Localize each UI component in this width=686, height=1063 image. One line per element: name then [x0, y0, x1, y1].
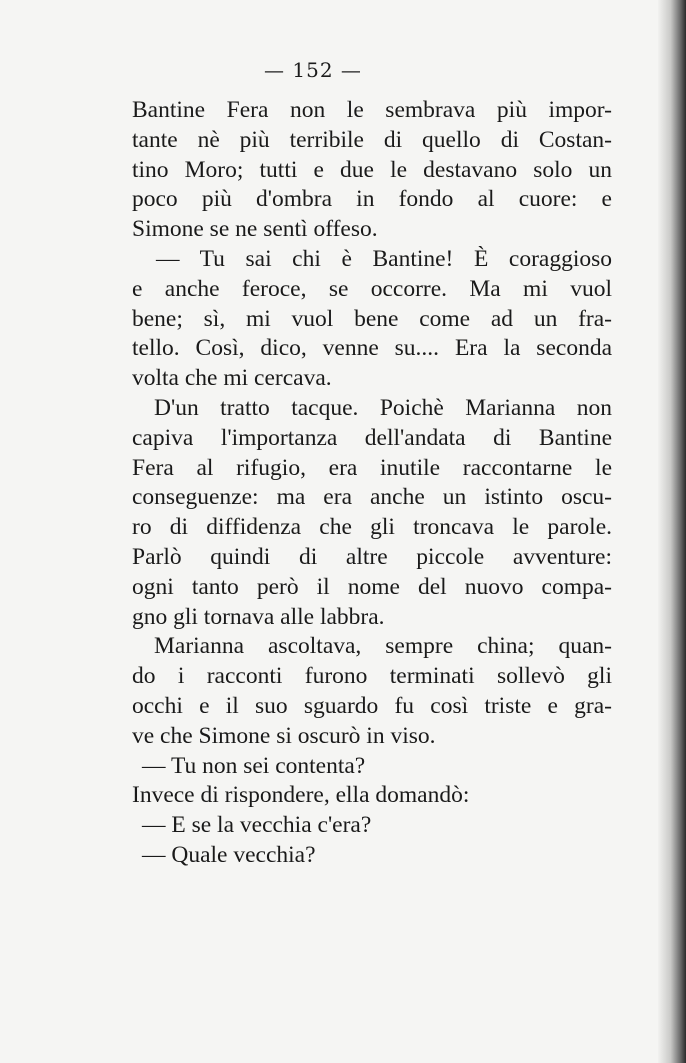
- text-line: do i racconti furono terminati sollevò gli: [132, 663, 612, 690]
- text-line: tante nè più terribile di quello di Costan-: [132, 126, 612, 153]
- text-line: poco più d'ombra in fondo al cuore: e: [132, 186, 612, 213]
- text-line: Fera al rifugio, era inutile raccontarne le: [132, 454, 612, 481]
- text-line: tello. Così, dico, venne su.... Era la seconda: [132, 335, 612, 362]
- paragraph-start-line: D'un tratto tacque. Poichè Marianna non: [154, 394, 612, 421]
- text-line: bene; sì, mi vuol bene come ad un fra-: [132, 305, 612, 332]
- text-line: Bantine Fera non le sembrava più impor-: [132, 97, 612, 123]
- text-line: Invece di rispondere, ella domandò:: [132, 782, 470, 809]
- text-line: ve che Simone si oscurò in viso.: [132, 722, 436, 749]
- dialogue-line: — Tu sai chi è Bantine! È coraggioso: [156, 245, 612, 272]
- text-line: conseguenze: ma era anche un istinto oscu-: [132, 484, 612, 511]
- dialogue-line: — Quale vecchia?: [142, 841, 316, 868]
- dialogue-line: — Tu non sei contenta?: [142, 752, 366, 779]
- page-binding-shadow: [658, 0, 686, 1063]
- dialogue-line: — E se la vecchia c'era?: [142, 812, 372, 839]
- text-line: ogni tanto però il nome del nuovo compa-: [132, 573, 612, 600]
- text-line: occhi e il suo sguardo fu così triste e gra-: [132, 692, 612, 719]
- body-text: [132, 96, 612, 871]
- text-line: capiva l'importanza dell'andata di Bantine: [132, 424, 612, 451]
- text-line: gno gli tornava alle labbra.: [132, 603, 385, 630]
- text-line: volta che mi cercava.: [132, 365, 332, 392]
- text-line: Parlò quindi di altre piccole avventure:: [132, 543, 612, 570]
- text-line: Simone se ne sentì offeso.: [132, 216, 378, 243]
- text-line: tino Moro; tutti e due le destavano solo un: [132, 156, 612, 183]
- text-line: e anche feroce, se occorre. Ma mi vuol: [132, 275, 612, 302]
- text-line: ro di diffidenza che gli troncava le parole.: [132, 514, 612, 541]
- page-number: — 152 —: [264, 58, 362, 82]
- paragraph-start-line: Marianna ascoltava, sempre china; quan-: [154, 633, 612, 660]
